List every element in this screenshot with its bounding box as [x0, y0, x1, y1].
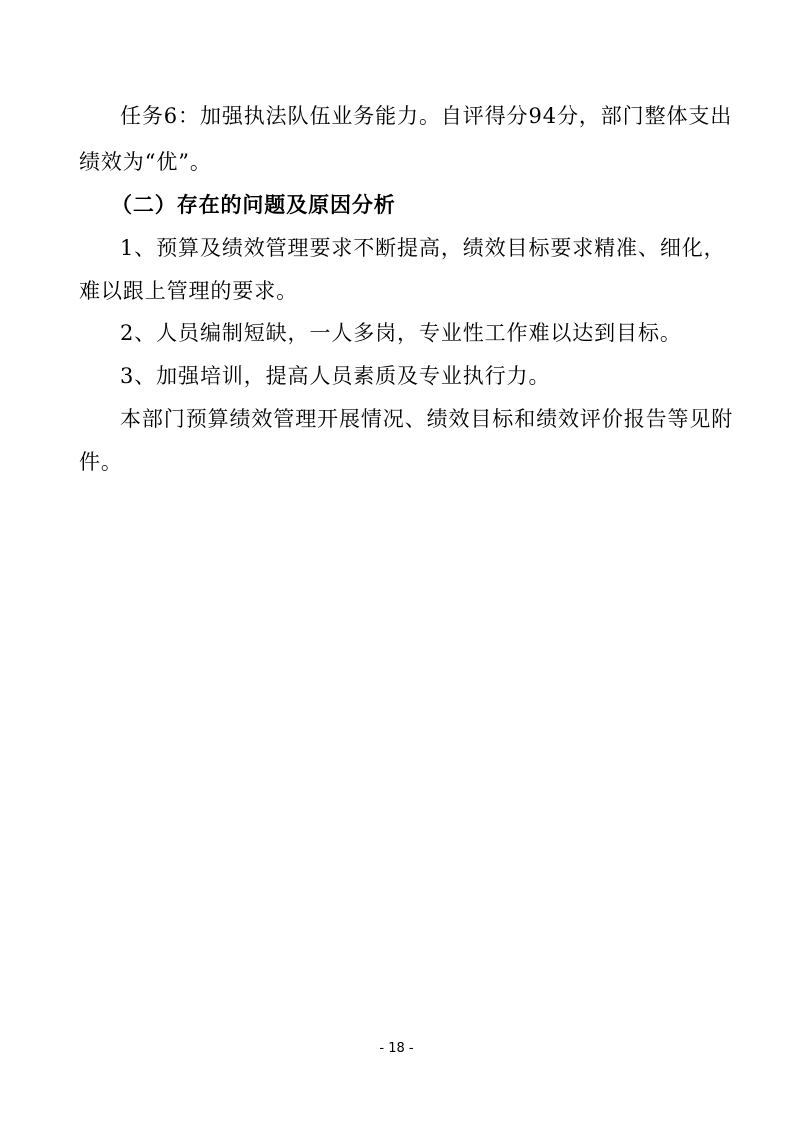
section-heading: （二）存在的问题及原因分析: [111, 193, 396, 217]
paragraph-closing-line2: 件。: [79, 450, 123, 474]
paragraph-closing-line1: 本部门预算绩效管理开展情况、绩效目标和绩效评价报告等见附: [120, 407, 734, 431]
paragraph-item1-line1: 1、预算及绩效管理要求不断提高，绩效目标要求精准、细化，: [120, 236, 726, 260]
paragraph-item3: 3、加强培训，提高人员素质及专业执行力。: [120, 364, 551, 388]
paragraph-item2: 2、人员编制短缺，一人多岗，专业性工作难以达到目标。: [120, 321, 682, 345]
paragraph-task6-line1: 任务6：加强执法队伍业务能力。自评得分94分，部门整体支出: [120, 104, 733, 128]
page-number: - 18 -: [379, 1041, 414, 1056]
paragraph-item1-line2: 难以跟上管理的要求。: [79, 279, 298, 303]
paragraph-task6-line2: 绩效为“优”。: [79, 150, 212, 174]
